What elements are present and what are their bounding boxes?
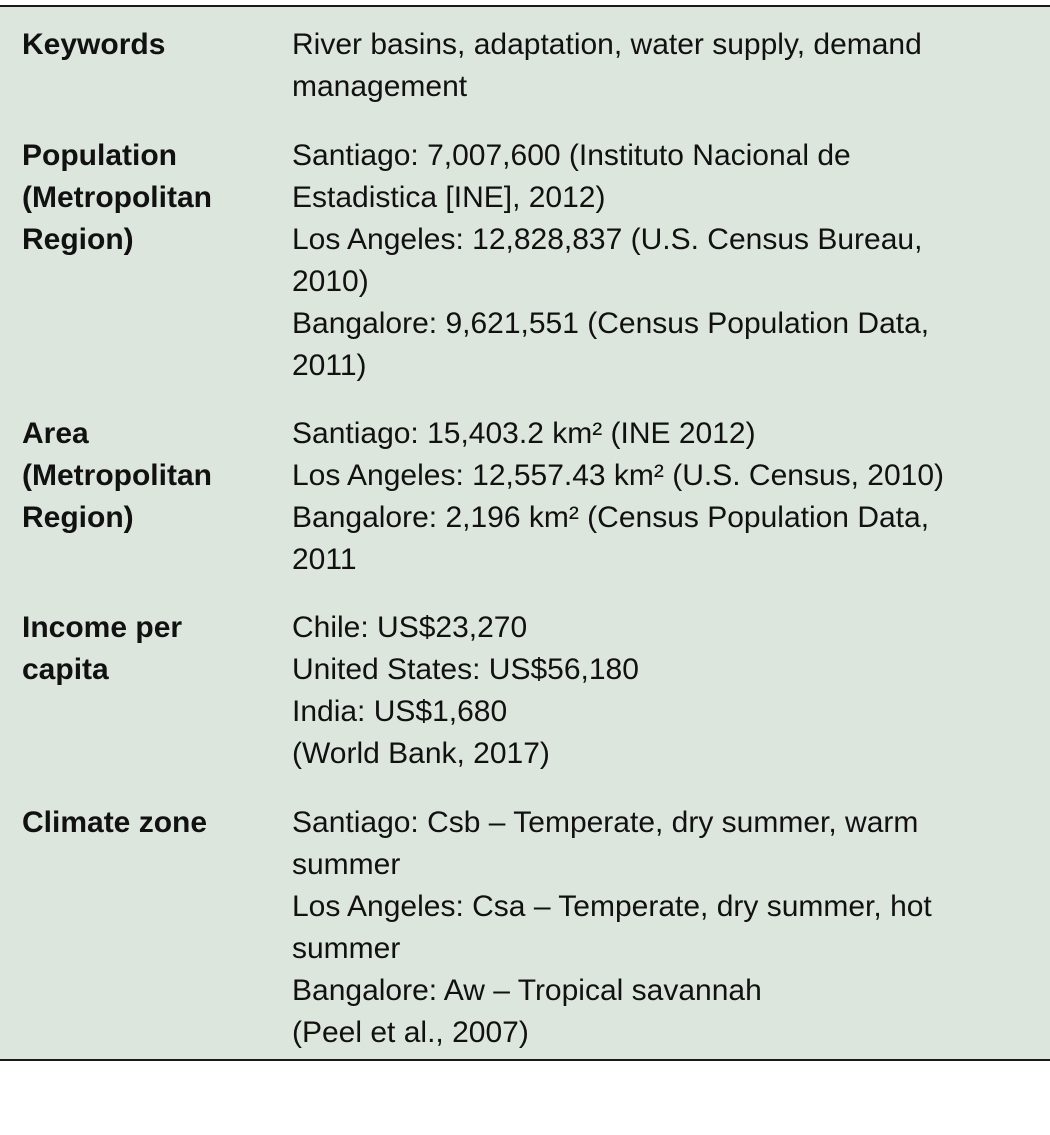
- row-label-income: Income per capita: [22, 611, 183, 686]
- row-value-keywords: River basins, adaptation, water supply, demand management: [292, 28, 922, 103]
- row-value-area: Santiago: 15,403.2 km² (INE 2012) Los Angeles: 12,557.43 km² (U.S. Census, 2010) Bangalore: 2,196 km² (Census Population Data, 2011: [292, 417, 945, 576]
- row-value-climate: Santiago: Csb – Temperate, dry summer, warm summer Los Angeles: Csa – Temperate, dry summer, hot summer Bangalore: Aw – Tropical savannah (Peel et al., 2007): [292, 806, 932, 1049]
- row-label-climate: Climate zone: [22, 806, 208, 839]
- city-profile-table: [0, 5, 1050, 1061]
- row-label-area: Area (Metropolitan Region): [22, 417, 212, 534]
- row-value-population: Santiago: 7,007,600 (Instituto Nacional de Estadistica [INE], 2012) Los Angeles: 12,828,837 (U.S. Census Bureau, 2010) Bangalore: 9,621,551 (Census Population Data, 2011): [292, 139, 930, 382]
- row-label-population: Population (Metropolitan Region): [22, 139, 212, 256]
- row-value-income: Chile: US$23,270 United States: US$56,180 India: US$1,680 (World Bank, 2017): [292, 611, 639, 770]
- row-label-keywords: Keywords: [22, 28, 166, 61]
